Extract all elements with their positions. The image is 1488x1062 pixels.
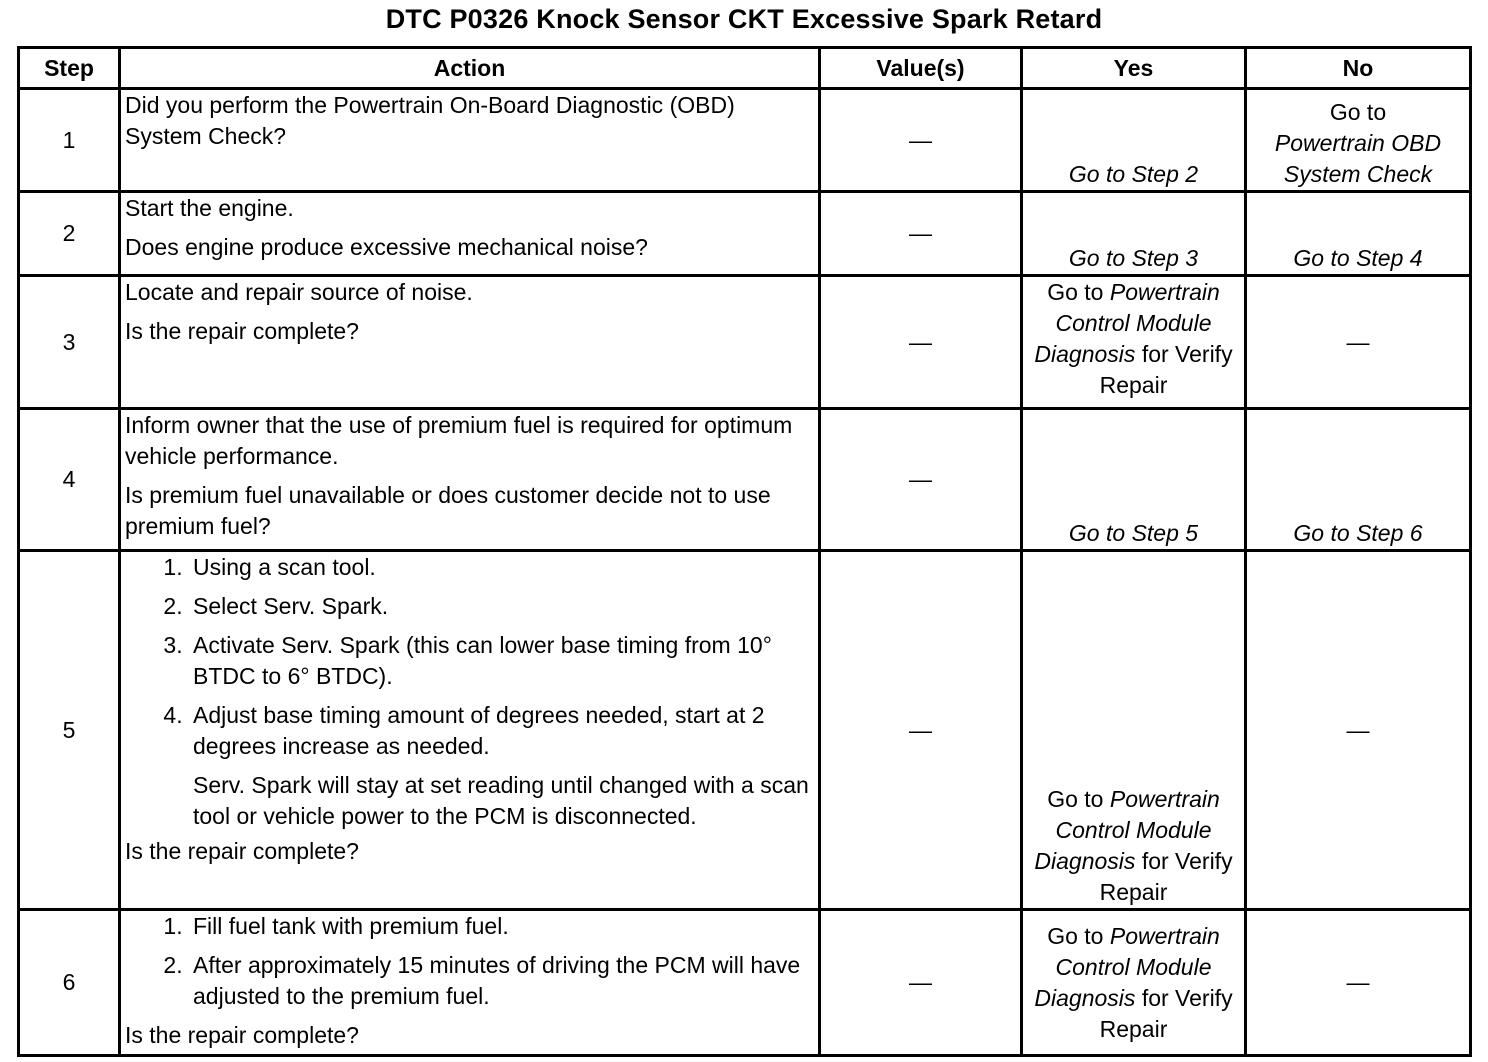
table-row (19, 276, 1471, 409)
action-cell (120, 910, 820, 1056)
yes-cell (1022, 276, 1246, 409)
yes-cell (1022, 910, 1246, 1056)
diagnostic-table (17, 46, 1472, 1057)
table-row (19, 89, 1471, 192)
action-question: Is the repair complete? (125, 1022, 359, 1048)
yes-prefix: Go to (1047, 786, 1104, 812)
yes-prefix: Go to (1047, 922, 1104, 949)
procedure-item: 4. Adjust base timing amount of degrees needed, start at 2 degrees increase as needed. (189, 700, 814, 762)
no-prefix: Go to (1329, 99, 1387, 125)
step-number: 3 (19, 276, 120, 409)
procedure-note: Serv. Spark will stay at set reading until changed with a scan tool or vehicle power to the PCM is disconnected. (193, 772, 809, 829)
action-cell (120, 89, 820, 192)
header-yes: Yes (1022, 48, 1246, 89)
action-question: Is the repair complete? (125, 838, 359, 864)
step-number: 2 (19, 192, 120, 276)
step-number: 5 (19, 551, 120, 910)
table-row (19, 551, 1471, 910)
yes-link[interactable]: Go to Step 5 (1068, 520, 1199, 546)
action-text: Start the engine. (125, 195, 294, 221)
action-cell (120, 192, 820, 276)
yes-cell (1022, 192, 1246, 276)
no-cell (1246, 192, 1471, 276)
table-row (19, 192, 1471, 276)
yes-link[interactable]: Powertrain Control Module Diagnosis (1034, 279, 1220, 367)
action-question: Is premium fuel unavailable or does customer decide not to use premium fuel? (125, 482, 771, 539)
no-link[interactable]: Go to Step 4 (1293, 245, 1423, 271)
procedure-item: 3. Activate Serv. Spark (this can lower base timing from 10° BTDC to 6° BTDC). (189, 630, 814, 692)
value-cell: — (820, 192, 1022, 276)
header-values: Value(s) (820, 48, 1022, 89)
action-text: Locate and repair source of noise. (125, 279, 473, 305)
action-text: Did you perform the Powertrain On-Board Diagnostic (OBD) System Check? (125, 92, 735, 149)
procedure-item: 2. Select Serv. Spark. (189, 591, 814, 622)
procedure-list (125, 552, 814, 762)
no-cell: — (1246, 276, 1471, 409)
no-link[interactable]: Powertrain OBD System Check (1274, 130, 1442, 187)
no-cell (1246, 89, 1471, 192)
value-cell: — (820, 551, 1022, 910)
yes-cell (1022, 551, 1246, 910)
action-question: Is the repair complete? (125, 318, 359, 344)
page-title: DTC P0326 Knock Sensor CKT Excessive Spark Retard (385, 4, 1103, 34)
yes-suffix: for Verify Repair (1099, 341, 1233, 398)
action-cell (120, 409, 820, 551)
yes-link[interactable]: Powertrain Control Module Diagnosis (1034, 922, 1220, 1011)
yes-cell (1022, 409, 1246, 551)
value-cell: — (820, 89, 1022, 192)
table-row (19, 409, 1471, 551)
no-link[interactable]: Go to Step 6 (1293, 520, 1423, 546)
value-cell: — (820, 276, 1022, 409)
value-cell: — (820, 910, 1022, 1056)
step-number: 4 (19, 409, 120, 551)
table-row (19, 910, 1471, 1056)
no-cell (1246, 409, 1471, 551)
procedure-item: 1. Fill fuel tank with premium fuel. (189, 911, 814, 942)
yes-link[interactable]: Go to Step 2 (1068, 161, 1199, 187)
no-cell: — (1246, 910, 1471, 1056)
action-cell (120, 276, 820, 409)
procedure-item: 1. Using a scan tool. (189, 552, 814, 583)
action-text: Inform owner that the use of premium fuel is required for optimum vehicle performance. (125, 412, 793, 469)
no-cell: — (1246, 551, 1471, 910)
header-no: No (1246, 48, 1471, 89)
table-header-row (19, 48, 1471, 89)
yes-prefix: Go to (1047, 279, 1104, 305)
action-question: Does engine produce excessive mechanical noise? (125, 234, 648, 260)
procedure-list (125, 911, 814, 1012)
header-action: Action (120, 48, 820, 89)
action-cell (120, 551, 820, 910)
value-cell: — (820, 409, 1022, 551)
yes-suffix: for Verify Repair (1099, 984, 1233, 1042)
procedure-item: 2. After approximately 15 minutes of driving the PCM will have adjusted to the premium fuel. (189, 950, 814, 1012)
yes-link[interactable]: Powertrain Control Module Diagnosis (1034, 786, 1220, 874)
header-step: Step (19, 48, 120, 89)
step-number: 1 (19, 89, 120, 192)
yes-suffix: for Verify Repair (1099, 848, 1233, 905)
step-number: 6 (19, 910, 120, 1056)
yes-link[interactable]: Go to Step 3 (1068, 245, 1199, 271)
yes-cell (1022, 89, 1246, 192)
